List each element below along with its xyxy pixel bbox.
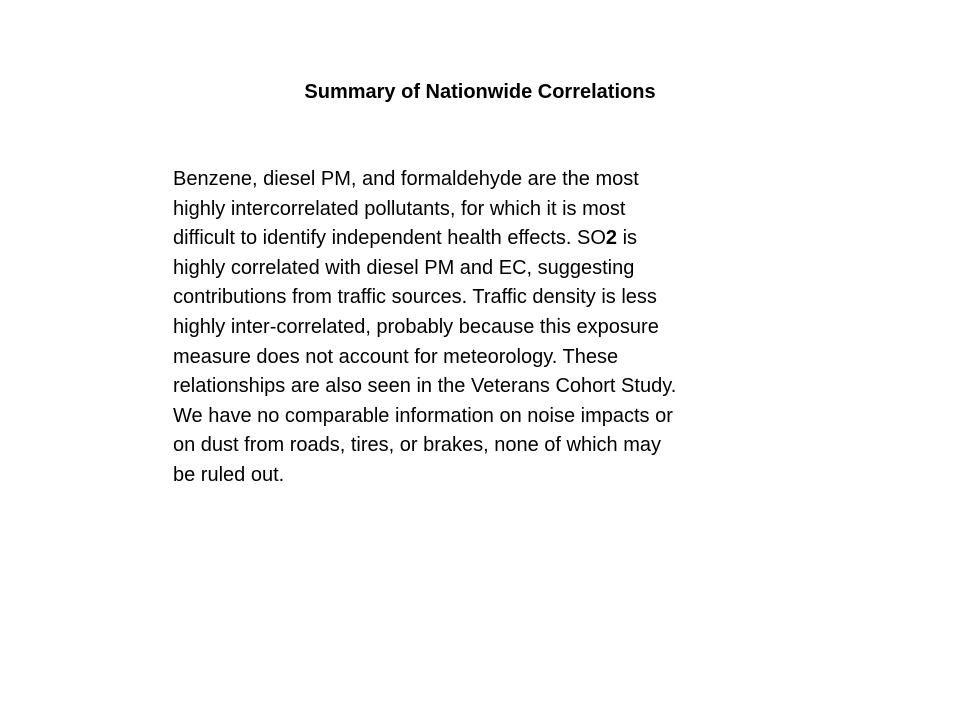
body-line: be ruled out. (173, 463, 285, 486)
body-paragraph (173, 165, 813, 491)
body-line-segment: difficult to identify independent health effects. SO (173, 227, 606, 250)
body-line: We have no comparable information on noise impacts or (173, 404, 673, 427)
body-line: on dust from roads, tires, or brakes, none of which may (173, 434, 661, 457)
body-line (173, 224, 813, 254)
body-line: measure does not account for meteorology. These (173, 345, 619, 368)
body-line: highly intercorrelated pollutants, for which it is most (173, 197, 626, 220)
body-line: contributions from traffic sources. Traffic density is less (173, 286, 657, 309)
body-line: highly inter-correlated, probably because this exposure (173, 315, 659, 338)
body-line: Benzene, diesel PM, and formaldehyde are the most (173, 168, 639, 190)
body-line-segment: is (617, 227, 638, 250)
slide-title: Summary of Nationwide Correlations (304, 81, 656, 103)
body-line: relationships are also seen in the Veterans Cohort Study. (173, 375, 677, 398)
body-line: highly correlated with diesel PM and EC, suggesting (173, 256, 635, 279)
subscript-digit: 2 (605, 227, 618, 250)
